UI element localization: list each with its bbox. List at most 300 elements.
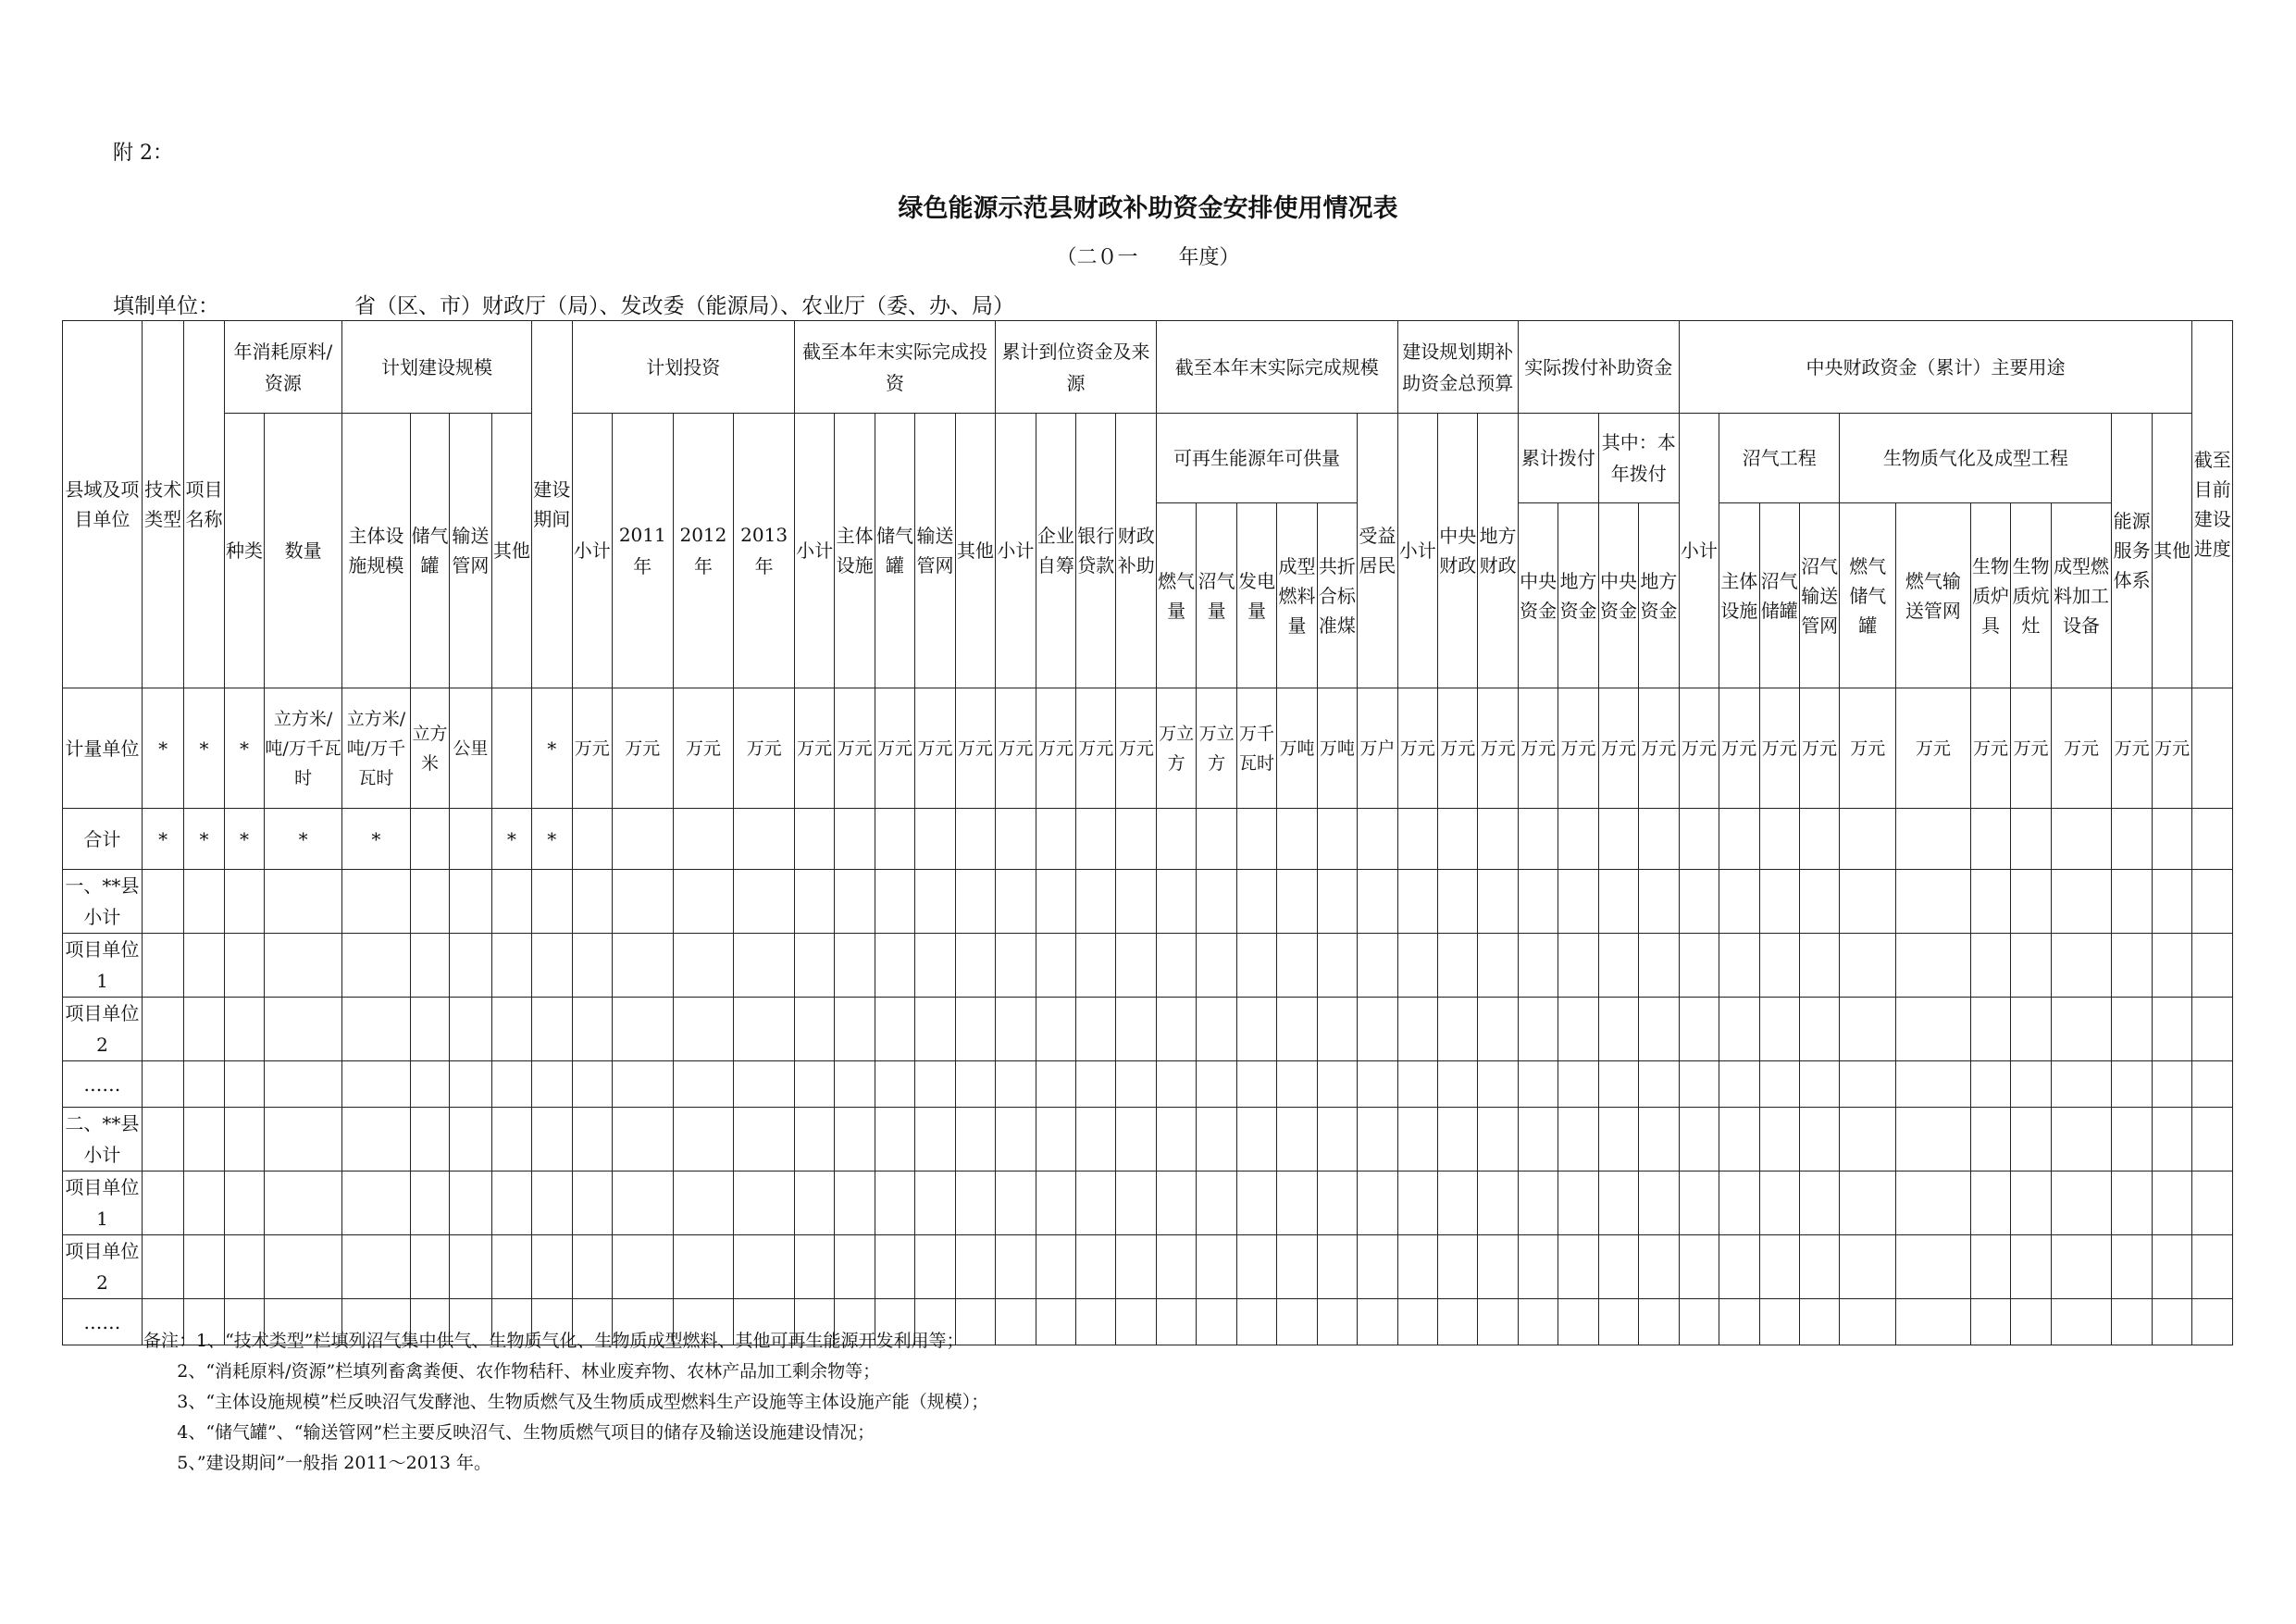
table-cell xyxy=(1397,870,1437,934)
table-cell xyxy=(794,1061,834,1108)
header-budget-local: 地方财政 xyxy=(1478,414,1518,688)
table-cell xyxy=(835,1108,875,1172)
table-cell xyxy=(1759,870,1799,934)
table-cell xyxy=(1036,998,1075,1061)
table-cell xyxy=(1277,1299,1317,1345)
table-cell xyxy=(342,998,411,1061)
table-cell xyxy=(2152,1061,2192,1108)
unit-wan-yuan: 万元 xyxy=(1598,688,1638,809)
subsidy-table xyxy=(62,320,2233,1345)
table-cell xyxy=(1598,1299,1638,1345)
table-cell xyxy=(955,1061,996,1108)
table-cell xyxy=(1156,1172,1196,1235)
table-cell xyxy=(1076,809,1116,870)
unit-wan-yuan: 万元 xyxy=(2112,688,2152,809)
table-cell xyxy=(1317,809,1357,870)
table-cell xyxy=(734,1061,795,1108)
table-cell xyxy=(2051,934,2112,998)
row-label: 二、**县小计 xyxy=(63,1108,143,1172)
table-cell xyxy=(1478,1299,1518,1345)
table-cell xyxy=(1197,870,1236,934)
table-cell xyxy=(612,934,673,998)
table-cell xyxy=(1799,1299,1839,1345)
table-cell xyxy=(835,1061,875,1108)
table-cell xyxy=(1719,809,1759,870)
unit-wan-yuan: 万元 xyxy=(1719,688,1759,809)
table-cell xyxy=(1478,1108,1518,1172)
unit-facility-scale: 立方米/吨/万千瓦时 xyxy=(342,688,411,809)
unit-material-qty: 立方米/吨/万千瓦时 xyxy=(265,688,342,809)
table-cell xyxy=(1759,1299,1799,1345)
table-cell xyxy=(2112,1235,2152,1299)
table-cell xyxy=(1970,934,2010,998)
table-cell xyxy=(673,998,734,1061)
table-cell xyxy=(1397,809,1437,870)
table-row xyxy=(63,809,2233,870)
header-central-usage: 中央财政资金（累计）主要用途 xyxy=(1679,321,2192,414)
table-cell xyxy=(1076,1108,1116,1172)
note-line: 5、”建设期间”一般指 2011～2013 年。 xyxy=(143,1453,492,1473)
table-cell xyxy=(2011,934,2051,998)
table-cell xyxy=(224,998,264,1061)
table-cell xyxy=(1236,1299,1276,1345)
table-cell xyxy=(612,809,673,870)
header-county: 县域及项目单位 xyxy=(63,321,143,688)
table-cell xyxy=(2152,1299,2192,1345)
table-cell xyxy=(1478,1061,1518,1108)
table-cell xyxy=(1518,1061,1558,1108)
unit-wan-yuan: 万元 xyxy=(1896,688,1971,809)
row-label: 项目单位2 xyxy=(63,1235,143,1299)
table-cell xyxy=(1236,934,1276,998)
table-cell xyxy=(184,1235,224,1299)
header-actual-allocated: 实际拨付补助资金 xyxy=(1518,321,1679,414)
table-cell xyxy=(1397,934,1437,998)
unit-wan-yuan: 万元 xyxy=(1558,688,1598,809)
header-actual-scale: 截至本年末实际完成规模 xyxy=(1156,321,1397,414)
header-biogas-volume: 沼气量 xyxy=(1197,503,1236,688)
table-cell xyxy=(1478,1172,1518,1235)
table-cell xyxy=(1478,809,1518,870)
table-cell xyxy=(342,870,411,934)
header-this-year-allocated: 其中：本年拨付 xyxy=(1598,414,1679,503)
table-cell xyxy=(410,870,449,934)
table-cell xyxy=(1719,1108,1759,1172)
table-cell xyxy=(1317,998,1357,1061)
table-cell xyxy=(1438,1061,1478,1108)
table-cell xyxy=(532,998,572,1061)
table-cell xyxy=(572,934,612,998)
row-label: …… xyxy=(63,1061,143,1108)
unit-wan-ton: 万吨 xyxy=(1317,688,1357,809)
table-cell xyxy=(734,809,795,870)
table-cell xyxy=(1116,1299,1156,1345)
table-cell xyxy=(142,1172,183,1235)
header-progress: 截至目前建设进度 xyxy=(2192,321,2233,688)
table-cell xyxy=(224,1235,264,1299)
table-cell xyxy=(2112,934,2152,998)
table-cell xyxy=(1759,809,1799,870)
table-cell xyxy=(1116,1108,1156,1172)
header-self-raised: 企业自筹 xyxy=(1036,414,1075,688)
table-row xyxy=(63,1061,2233,1108)
table-cell xyxy=(572,1235,612,1299)
table-cell xyxy=(1970,809,2010,870)
table-cell xyxy=(2192,934,2233,998)
filler-value: 省（区、市）财政厅（局）、发改委（能源局）、农业厅（委、办、局） xyxy=(354,294,1014,318)
table-cell xyxy=(612,1061,673,1108)
table-cell xyxy=(2051,809,2112,870)
table-cell xyxy=(1639,1299,1679,1345)
header-quantity: 数量 xyxy=(265,414,342,688)
table-cell xyxy=(1156,934,1196,998)
header-usage-other: 其他 xyxy=(2152,414,2192,688)
table-cell xyxy=(1679,1299,1719,1345)
table-cell xyxy=(1358,809,1397,870)
unit-wan-yuan: 万元 xyxy=(1518,688,1558,809)
unit-wan-yuan: 万元 xyxy=(794,688,834,809)
row-label: 合计 xyxy=(63,809,143,870)
table-cell xyxy=(612,1172,673,1235)
total-star: * xyxy=(224,809,264,870)
table-cell xyxy=(1598,1172,1638,1235)
table-cell xyxy=(875,1061,914,1108)
table-cell xyxy=(1036,1299,1075,1345)
table-cell xyxy=(996,1061,1036,1108)
table-cell xyxy=(572,1108,612,1172)
note-line: 4、“储气罐”、“输送管网”栏主要反映沼气、生物质燃气项目的储存及输送设施建设情况； xyxy=(143,1422,875,1443)
table-cell xyxy=(1639,1235,1679,1299)
table-cell xyxy=(1076,1172,1116,1235)
table-cell xyxy=(1156,1061,1196,1108)
table-cell xyxy=(1116,1061,1156,1108)
unit-wan-yuan: 万元 xyxy=(835,688,875,809)
table-cell xyxy=(1076,870,1116,934)
table-cell xyxy=(184,934,224,998)
table-cell xyxy=(875,1108,914,1172)
unit-wan-yuan: 万元 xyxy=(572,688,612,809)
table-cell xyxy=(996,1172,1036,1235)
table-cell xyxy=(875,998,914,1061)
table-cell xyxy=(1840,1299,1896,1345)
table-cell xyxy=(1719,870,1759,934)
table-cell xyxy=(450,870,491,934)
table-cell xyxy=(673,1172,734,1235)
table-cell xyxy=(450,934,491,998)
table-cell xyxy=(342,1235,411,1299)
table-cell xyxy=(1116,1172,1156,1235)
table-cell xyxy=(1358,998,1397,1061)
total-star: * xyxy=(532,809,572,870)
table-cell xyxy=(1840,934,1896,998)
table-cell xyxy=(673,809,734,870)
table-cell xyxy=(1679,934,1719,998)
table-cell xyxy=(410,809,449,870)
table-cell xyxy=(1799,998,1839,1061)
table-cell xyxy=(265,998,342,1061)
table-cell xyxy=(2051,1299,2112,1345)
table-cell xyxy=(1679,809,1719,870)
table-cell xyxy=(1518,809,1558,870)
table-cell xyxy=(1896,1172,1971,1235)
table-cell xyxy=(1896,1235,1971,1299)
table-cell xyxy=(184,870,224,934)
header-pipeline-network: 输送管网 xyxy=(450,414,491,688)
table-row xyxy=(63,934,2233,998)
table-cell xyxy=(1518,1172,1558,1235)
table-cell xyxy=(1896,998,1971,1061)
table-cell xyxy=(532,934,572,998)
table-cell xyxy=(1799,1172,1839,1235)
table-cell xyxy=(1896,1108,1971,1172)
header-annual-material: 年消耗原料/资源 xyxy=(224,321,341,414)
table-cell xyxy=(794,1235,834,1299)
unit-wan-yuan: 万元 xyxy=(955,688,996,809)
table-cell xyxy=(1438,1299,1478,1345)
table-cell xyxy=(410,1235,449,1299)
table-cell xyxy=(532,1172,572,1235)
table-cell xyxy=(2192,870,2233,934)
row-label: 项目单位1 xyxy=(63,934,143,998)
table-cell xyxy=(1598,1108,1638,1172)
table-cell xyxy=(1799,1235,1839,1299)
table-cell xyxy=(491,1061,531,1108)
table-cell xyxy=(1438,1172,1478,1235)
table-cell xyxy=(410,934,449,998)
table-cell xyxy=(2051,870,2112,934)
table-cell xyxy=(915,998,955,1061)
table-cell xyxy=(1197,1108,1236,1172)
table-cell xyxy=(1518,998,1558,1061)
table-cell xyxy=(1358,1108,1397,1172)
table-cell xyxy=(1277,1108,1317,1172)
table-cell xyxy=(450,1172,491,1235)
table-cell xyxy=(794,809,834,870)
table-cell xyxy=(1358,934,1397,998)
unit-wan-yuan: 万元 xyxy=(1970,688,2010,809)
table-cell xyxy=(2112,1299,2152,1345)
table-cell xyxy=(142,1235,183,1299)
header-actual-investment: 截至本年末实际完成投资 xyxy=(794,321,995,414)
table-cell xyxy=(734,1235,795,1299)
header-year-local: 地方资金 xyxy=(1639,503,1679,688)
table-cell xyxy=(1558,870,1598,934)
table-cell xyxy=(1438,998,1478,1061)
table-cell xyxy=(2192,1235,2233,1299)
table-cell xyxy=(673,1108,734,1172)
unit-star: * xyxy=(532,688,572,809)
unit-wan-yuan: 万元 xyxy=(2152,688,2192,809)
table-row xyxy=(63,870,2233,934)
table-cell xyxy=(1277,870,1317,934)
table-cell xyxy=(2051,1108,2112,1172)
table-cell xyxy=(2112,870,2152,934)
table-cell xyxy=(572,809,612,870)
header-biogas-tank: 沼气储罐 xyxy=(1759,503,1799,688)
table-cell xyxy=(1236,1108,1276,1172)
table-cell xyxy=(2011,809,2051,870)
table-cell xyxy=(184,998,224,1061)
table-cell xyxy=(996,934,1036,998)
table-cell xyxy=(1116,809,1156,870)
table-cell xyxy=(1317,1172,1357,1235)
table-cell xyxy=(450,809,491,870)
table-cell xyxy=(996,998,1036,1061)
table-cell xyxy=(2192,1061,2233,1108)
table-cell xyxy=(265,870,342,934)
table-cell xyxy=(1197,1172,1236,1235)
unit-wan-kwh: 万千瓦时 xyxy=(1236,688,1276,809)
table-cell xyxy=(1036,809,1075,870)
header-power-generation: 发电量 xyxy=(1236,503,1276,688)
table-cell xyxy=(2112,998,2152,1061)
table-cell xyxy=(1639,1061,1679,1108)
header-bank-loan: 银行贷款 xyxy=(1076,414,1116,688)
table-cell xyxy=(184,1172,224,1235)
note-line: 备注：1、“技术类型”栏填列沼气集中供气、生物质气化、生物质成型燃料、其他可再生能源开发利用等； xyxy=(143,1331,964,1351)
table-cell xyxy=(875,934,914,998)
table-cell xyxy=(1719,934,1759,998)
table-cell xyxy=(915,1172,955,1235)
units-row-label: 计量单位 xyxy=(63,688,143,809)
table-cell xyxy=(915,1061,955,1108)
unit-star: * xyxy=(224,688,264,809)
table-cell xyxy=(1799,870,1839,934)
table-cell xyxy=(342,934,411,998)
header-kind: 种类 xyxy=(224,414,264,688)
table-cell xyxy=(342,1172,411,1235)
table-cell xyxy=(2011,1235,2051,1299)
table-cell xyxy=(1116,934,1156,998)
table-cell xyxy=(2051,1235,2112,1299)
table-cell xyxy=(835,1172,875,1235)
header-budget-central: 中央财政 xyxy=(1438,414,1478,688)
table-cell xyxy=(2112,809,2152,870)
header-actual-subtotal: 小计 xyxy=(794,414,834,688)
table-cell xyxy=(1317,1061,1357,1108)
table-cell xyxy=(1397,1172,1437,1235)
table-cell xyxy=(794,870,834,934)
table-cell xyxy=(996,809,1036,870)
unit-star: * xyxy=(184,688,224,809)
table-cell xyxy=(835,934,875,998)
table-cell xyxy=(875,1172,914,1235)
unit-wan-yuan: 万元 xyxy=(1036,688,1075,809)
table-cell xyxy=(1036,870,1075,934)
table-cell xyxy=(2112,1172,2152,1235)
table-cell xyxy=(1759,1108,1799,1172)
table-cell xyxy=(2152,870,2192,934)
table-cell xyxy=(410,1108,449,1172)
table-cell xyxy=(1197,1061,1236,1108)
table-cell xyxy=(1558,1108,1598,1172)
table-cell xyxy=(2152,1172,2192,1235)
table-cell xyxy=(1156,1235,1196,1299)
header-standard-coal: 共折合标准煤 xyxy=(1317,503,1357,688)
table-cell xyxy=(142,998,183,1061)
table-cell xyxy=(612,998,673,1061)
unit-wan-yuan: 万元 xyxy=(915,688,955,809)
table-cell xyxy=(1759,1172,1799,1235)
table-cell xyxy=(2112,1108,2152,1172)
table-cell xyxy=(955,1108,996,1172)
row-label: 一、**县小计 xyxy=(63,870,143,934)
table-cell xyxy=(142,1108,183,1172)
table-cell xyxy=(955,998,996,1061)
header-plan-other: 其他 xyxy=(491,414,531,688)
table-cell xyxy=(835,870,875,934)
table-cell xyxy=(1438,809,1478,870)
table-cell xyxy=(1156,1108,1196,1172)
table-cell xyxy=(1236,870,1276,934)
table-cell xyxy=(1036,934,1075,998)
table-cell xyxy=(1518,1299,1558,1345)
table-cell xyxy=(1598,1061,1638,1108)
table-cell xyxy=(2051,1172,2112,1235)
unit-star: * xyxy=(142,688,183,809)
header-tech-type: 技术类型 xyxy=(142,321,183,688)
table-cell xyxy=(2192,1299,2233,1345)
table-cell xyxy=(1558,809,1598,870)
table-cell xyxy=(1679,1235,1719,1299)
table-cell xyxy=(491,870,531,934)
table-cell xyxy=(1799,1061,1839,1108)
header-main-facility-scale: 主体设施规模 xyxy=(342,414,411,688)
table-cell xyxy=(1076,1235,1116,1299)
table-cell xyxy=(1799,1108,1839,1172)
table-cell xyxy=(612,1108,673,1172)
table-cell xyxy=(2011,998,2051,1061)
table-cell xyxy=(1236,1061,1276,1108)
header-plan-investment: 计划投资 xyxy=(572,321,794,414)
unit-wan-yuan: 万元 xyxy=(612,688,673,809)
row-label: …… xyxy=(63,1299,143,1345)
header-biomass-stove: 生物质炉具 xyxy=(1970,503,2010,688)
table-cell xyxy=(1277,1235,1317,1299)
table-cell xyxy=(1759,1061,1799,1108)
header-actual-storage-tank: 储气罐 xyxy=(875,414,914,688)
table-cell xyxy=(1236,809,1276,870)
table-cell xyxy=(1438,1108,1478,1172)
table-cell xyxy=(224,934,264,998)
table-cell xyxy=(1840,809,1896,870)
table-cell xyxy=(794,1108,834,1172)
unit-km: 公里 xyxy=(450,688,491,809)
header-actual-pipeline: 输送管网 xyxy=(915,414,955,688)
table-cell xyxy=(1558,1172,1598,1235)
table-cell xyxy=(1478,870,1518,934)
table-cell xyxy=(184,1108,224,1172)
table-cell xyxy=(1156,870,1196,934)
table-cell xyxy=(1358,870,1397,934)
table-cell xyxy=(1679,870,1719,934)
header-build-period: 建设期间 xyxy=(532,321,572,688)
unit-wan-yuan: 万元 xyxy=(1438,688,1478,809)
table-cell xyxy=(955,1235,996,1299)
table-cell xyxy=(2152,934,2192,998)
table-row xyxy=(63,1172,2233,1235)
table-cell xyxy=(1598,934,1638,998)
table-cell xyxy=(1036,1061,1075,1108)
table-cell xyxy=(142,934,183,998)
table-cell xyxy=(734,1108,795,1172)
table-cell xyxy=(572,870,612,934)
table-cell xyxy=(1116,870,1156,934)
table-cell xyxy=(734,934,795,998)
table-cell xyxy=(450,998,491,1061)
table-cell xyxy=(1970,1172,2010,1235)
table-cell xyxy=(1076,998,1116,1061)
